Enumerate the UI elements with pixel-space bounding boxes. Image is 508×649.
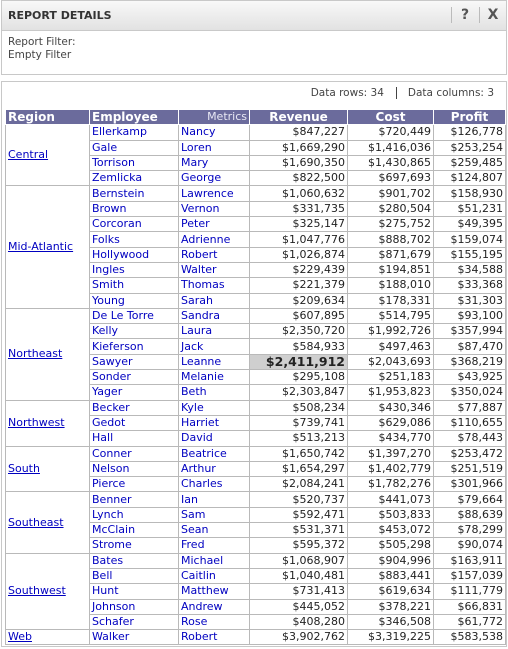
employee-last-name[interactable]: Pierce <box>90 477 179 492</box>
profit-cell: $79,664 <box>434 492 506 507</box>
table-row <box>6 186 506 201</box>
employee-first-name[interactable]: Jack <box>179 339 250 354</box>
report-filter-value: Empty Filter <box>8 49 72 61</box>
report-details-panel <box>1 0 507 75</box>
employee-last-name[interactable]: Benner <box>90 492 179 507</box>
cost-cell: $1,953,823 <box>348 385 434 400</box>
revenue-cell: $3,902,762 <box>250 630 348 645</box>
region-link[interactable]: Northeast <box>8 347 63 361</box>
data-columns-count: Data columns: 3 <box>407 87 494 99</box>
region-cell <box>6 630 90 645</box>
profit-cell: $301,966 <box>434 477 506 492</box>
region-link[interactable]: South <box>8 461 40 475</box>
employee-last-name[interactable]: Lynch <box>90 507 179 522</box>
cost-cell: $1,430,865 <box>348 155 434 170</box>
employee-first-name[interactable]: Leanne <box>179 354 250 369</box>
employee-first-name[interactable]: Thomas <box>179 278 250 293</box>
revenue-cell: $847,227 <box>250 125 348 140</box>
cost-cell: $888,702 <box>348 232 434 247</box>
employee-last-name[interactable]: Becker <box>90 400 179 415</box>
close-icon[interactable]: X <box>487 7 499 23</box>
region-cell <box>6 186 90 308</box>
profit-cell: $66,831 <box>434 599 506 614</box>
table-row <box>6 630 506 645</box>
revenue-cell: $2,303,847 <box>250 385 348 400</box>
profit-cell: $61,772 <box>434 614 506 629</box>
panel-title: REPORT DETAILS <box>8 9 112 22</box>
region-link[interactable]: Central <box>8 148 49 162</box>
profit-cell: $43,925 <box>434 370 506 385</box>
profit-cell: $158,930 <box>434 186 506 201</box>
revenue-cell: $739,741 <box>250 415 348 430</box>
profit-cell: $155,195 <box>434 247 506 262</box>
employee-last-name[interactable]: Sonder <box>90 370 179 385</box>
revenue-cell: $1,026,874 <box>250 247 348 262</box>
employee-last-name[interactable]: Hall <box>90 431 179 446</box>
profit-cell: $31,303 <box>434 293 506 308</box>
profit-cell: $251,519 <box>434 461 506 476</box>
cost-cell: $188,010 <box>348 278 434 293</box>
employee-first-name[interactable]: Sean <box>179 523 250 538</box>
employee-last-name[interactable]: Smith <box>90 278 179 293</box>
revenue-cell: $1,650,742 <box>250 446 348 461</box>
revenue-cell: $584,933 <box>250 339 348 354</box>
revenue-cell: $822,500 <box>250 171 348 186</box>
profit-cell: $259,485 <box>434 155 506 170</box>
employee-last-name[interactable]: Schafer <box>90 614 179 629</box>
employee-last-name[interactable]: Kelly <box>90 324 179 339</box>
header-cost[interactable]: Cost <box>348 110 434 125</box>
employee-first-name[interactable]: Robert <box>179 630 250 645</box>
cost-cell: $430,346 <box>348 400 434 415</box>
employee-first-name[interactable]: Fred <box>179 538 250 553</box>
report-filter-label: Report Filter: <box>8 36 76 48</box>
revenue-cell: $731,413 <box>250 584 348 599</box>
employee-last-name[interactable]: Conner <box>90 446 179 461</box>
profit-cell: $253,254 <box>434 140 506 155</box>
header-region[interactable]: Region <box>6 110 90 125</box>
employee-first-name[interactable]: Adrienne <box>179 232 250 247</box>
region-cell <box>6 400 90 446</box>
cost-cell: $275,752 <box>348 217 434 232</box>
employee-first-name[interactable]: Beatrice <box>179 446 250 461</box>
cost-cell: $194,851 <box>348 262 434 277</box>
profit-cell: $110,655 <box>434 415 506 430</box>
employee-last-name[interactable]: Bernstein <box>90 186 179 201</box>
cost-cell: $434,770 <box>348 431 434 446</box>
table-row <box>6 446 506 461</box>
profit-cell: $78,299 <box>434 523 506 538</box>
table-row <box>6 492 506 507</box>
employee-first-name[interactable]: Melanie <box>179 370 250 385</box>
cost-cell: $1,782,276 <box>348 477 434 492</box>
data-rows-count: Data rows: 34 <box>310 87 384 99</box>
region-link[interactable]: Mid-Atlantic <box>8 240 74 254</box>
profit-cell: $34,588 <box>434 262 506 277</box>
profit-cell: $253,472 <box>434 446 506 461</box>
cost-cell: $497,463 <box>348 339 434 354</box>
employee-first-name[interactable]: Matthew <box>179 584 250 599</box>
revenue-cell: $607,895 <box>250 308 348 323</box>
cost-cell: $629,086 <box>348 415 434 430</box>
revenue-cell: $592,471 <box>250 507 348 522</box>
profit-cell: $51,231 <box>434 201 506 216</box>
region-link[interactable]: Northwest <box>8 416 65 430</box>
titlebar-separator <box>451 7 452 23</box>
cost-cell: $720,449 <box>348 125 434 140</box>
revenue-cell: $1,669,290 <box>250 140 348 155</box>
profit-cell: $90,074 <box>434 538 506 553</box>
employee-last-name[interactable]: Corcoran <box>90 217 179 232</box>
revenue-cell: $221,379 <box>250 278 348 293</box>
employee-last-name[interactable]: Gale <box>90 140 179 155</box>
cost-cell: $280,504 <box>348 201 434 216</box>
region-cell <box>6 125 90 186</box>
employee-first-name[interactable]: Mary <box>179 155 250 170</box>
grid-header-row <box>6 110 506 125</box>
employee-last-name[interactable]: Sawyer <box>90 354 179 369</box>
profit-cell: $368,219 <box>434 354 506 369</box>
profit-cell: $159,074 <box>434 232 506 247</box>
employee-first-name[interactable]: Caitlin <box>179 568 250 583</box>
employee-first-name[interactable]: Vernon <box>179 201 250 216</box>
region-link[interactable]: Southwest <box>8 584 66 598</box>
revenue-cell: $1,047,776 <box>250 232 348 247</box>
table-row <box>6 125 506 140</box>
profit-cell: $77,887 <box>434 400 506 415</box>
region-cell <box>6 553 90 629</box>
revenue-cell: $325,147 <box>250 217 348 232</box>
titlebar-separator <box>479 7 480 23</box>
revenue-cell: $1,040,481 <box>250 568 348 583</box>
revenue-cell: $595,372 <box>250 538 348 553</box>
stats-divider <box>396 87 397 99</box>
employee-last-name[interactable]: Bell <box>90 568 179 583</box>
employee-last-name[interactable]: Bates <box>90 553 179 568</box>
table-row <box>6 308 506 323</box>
cost-cell: $1,416,036 <box>348 140 434 155</box>
employee-first-name[interactable]: Robert <box>179 247 250 262</box>
report-filter <box>8 36 76 62</box>
cost-cell: $883,441 <box>348 568 434 583</box>
revenue-cell: $508,234 <box>250 400 348 415</box>
employee-first-name[interactable]: Harriet <box>179 415 250 430</box>
employee-first-name[interactable]: Lawrence <box>179 186 250 201</box>
header-revenue[interactable]: Revenue <box>250 110 348 125</box>
employee-last-name[interactable]: Gedot <box>90 415 179 430</box>
revenue-cell: $513,213 <box>250 431 348 446</box>
cost-cell: $346,508 <box>348 614 434 629</box>
revenue-cell: $2,350,720 <box>250 324 348 339</box>
profit-cell: $93,100 <box>434 308 506 323</box>
revenue-cell: $2,411,912 <box>250 354 348 369</box>
profit-cell: $350,024 <box>434 385 506 400</box>
employee-first-name[interactable]: Peter <box>179 217 250 232</box>
profit-cell: $87,470 <box>434 339 506 354</box>
cost-cell: $378,221 <box>348 599 434 614</box>
profit-cell: $126,778 <box>434 125 506 140</box>
revenue-cell: $1,060,632 <box>250 186 348 201</box>
report-grid-panel <box>1 81 507 647</box>
employee-first-name[interactable]: Kyle <box>179 400 250 415</box>
employee-first-name[interactable]: Arthur <box>179 461 250 476</box>
employee-last-name[interactable]: Nelson <box>90 461 179 476</box>
employee-last-name[interactable]: Young <box>90 293 179 308</box>
employee-first-name[interactable]: Sam <box>179 507 250 522</box>
header-metrics[interactable]: Metrics <box>179 110 250 125</box>
employee-last-name[interactable]: Folks <box>90 232 179 247</box>
revenue-cell: $1,654,297 <box>250 461 348 476</box>
employee-last-name[interactable]: Torrison <box>90 155 179 170</box>
employee-first-name[interactable]: Beth <box>179 385 250 400</box>
region-cell <box>6 492 90 553</box>
employee-first-name[interactable]: Nancy <box>179 125 250 140</box>
employee-last-name[interactable]: Kieferson <box>90 339 179 354</box>
header-employee[interactable]: Employee <box>90 110 179 125</box>
report-grid <box>5 109 506 645</box>
cost-cell: $178,331 <box>348 293 434 308</box>
cost-cell: $514,795 <box>348 308 434 323</box>
profit-cell: $88,639 <box>434 507 506 522</box>
revenue-cell: $520,737 <box>250 492 348 507</box>
cost-cell: $619,634 <box>348 584 434 599</box>
revenue-cell: $209,634 <box>250 293 348 308</box>
help-icon[interactable]: ? <box>460 7 470 23</box>
profit-cell: $33,368 <box>434 278 506 293</box>
header-profit[interactable]: Profit <box>434 110 506 125</box>
employee-last-name[interactable]: Johnson <box>90 599 179 614</box>
cost-cell: $1,992,726 <box>348 324 434 339</box>
cost-cell: $441,073 <box>348 492 434 507</box>
employee-first-name[interactable]: David <box>179 431 250 446</box>
employee-first-name[interactable]: George <box>179 171 250 186</box>
cost-cell: $871,679 <box>348 247 434 262</box>
employee-last-name[interactable]: Ingles <box>90 262 179 277</box>
cost-cell: $3,319,225 <box>348 630 434 645</box>
employee-first-name[interactable]: Walter <box>179 262 250 277</box>
revenue-cell: $2,084,241 <box>250 477 348 492</box>
employee-first-name[interactable]: Charles <box>179 477 250 492</box>
profit-cell: $78,443 <box>434 431 506 446</box>
cost-cell: $2,043,693 <box>348 354 434 369</box>
employee-first-name[interactable]: Andrew <box>179 599 250 614</box>
employee-first-name[interactable]: Ian <box>179 492 250 507</box>
region-link[interactable]: Southeast <box>8 515 64 529</box>
employee-first-name[interactable]: Laura <box>179 324 250 339</box>
region-cell <box>6 446 90 492</box>
profit-cell: $157,039 <box>434 568 506 583</box>
revenue-cell: $445,052 <box>250 599 348 614</box>
cost-cell: $251,183 <box>348 370 434 385</box>
cost-cell: $503,833 <box>348 507 434 522</box>
panel-titlebar <box>2 1 506 31</box>
profit-cell: $357,994 <box>434 324 506 339</box>
employee-last-name[interactable]: Walker <box>90 630 179 645</box>
grid-stats <box>311 87 494 99</box>
employee-last-name[interactable]: Strome <box>90 538 179 553</box>
employee-first-name[interactable]: Sandra <box>179 308 250 323</box>
profit-cell: $583,538 <box>434 630 506 645</box>
employee-last-name[interactable]: McClain <box>90 523 179 538</box>
profit-cell: $49,395 <box>434 217 506 232</box>
profit-cell: $124,807 <box>434 171 506 186</box>
revenue-cell: $331,735 <box>250 201 348 216</box>
profit-cell: $111,779 <box>434 584 506 599</box>
cost-cell: $904,996 <box>348 553 434 568</box>
employee-last-name[interactable]: Yager <box>90 385 179 400</box>
table-row <box>6 400 506 415</box>
revenue-cell: $408,280 <box>250 614 348 629</box>
employee-first-name[interactable]: Loren <box>179 140 250 155</box>
cost-cell: $453,072 <box>348 523 434 538</box>
region-link[interactable]: Web <box>8 630 32 644</box>
employee-first-name[interactable]: Sarah <box>179 293 250 308</box>
employee-last-name[interactable]: Zemlicka <box>90 171 179 186</box>
employee-last-name[interactable]: De Le Torre <box>90 308 179 323</box>
revenue-cell: $531,371 <box>250 523 348 538</box>
employee-last-name[interactable]: Brown <box>90 201 179 216</box>
employee-last-name[interactable]: Ellerkamp <box>90 125 179 140</box>
cost-cell: $1,397,270 <box>348 446 434 461</box>
cost-cell: $1,402,779 <box>348 461 434 476</box>
profit-cell: $163,911 <box>434 553 506 568</box>
employee-last-name[interactable]: Hunt <box>90 584 179 599</box>
revenue-cell: $1,068,907 <box>250 553 348 568</box>
employee-first-name[interactable]: Michael <box>179 553 250 568</box>
cost-cell: $901,702 <box>348 186 434 201</box>
region-cell <box>6 308 90 400</box>
employee-first-name[interactable]: Rose <box>179 614 250 629</box>
table-row <box>6 553 506 568</box>
revenue-cell: $295,108 <box>250 370 348 385</box>
cost-cell: $697,693 <box>348 171 434 186</box>
revenue-cell: $229,439 <box>250 262 348 277</box>
revenue-cell: $1,690,350 <box>250 155 348 170</box>
employee-last-name[interactable]: Hollywood <box>90 247 179 262</box>
cost-cell: $505,298 <box>348 538 434 553</box>
